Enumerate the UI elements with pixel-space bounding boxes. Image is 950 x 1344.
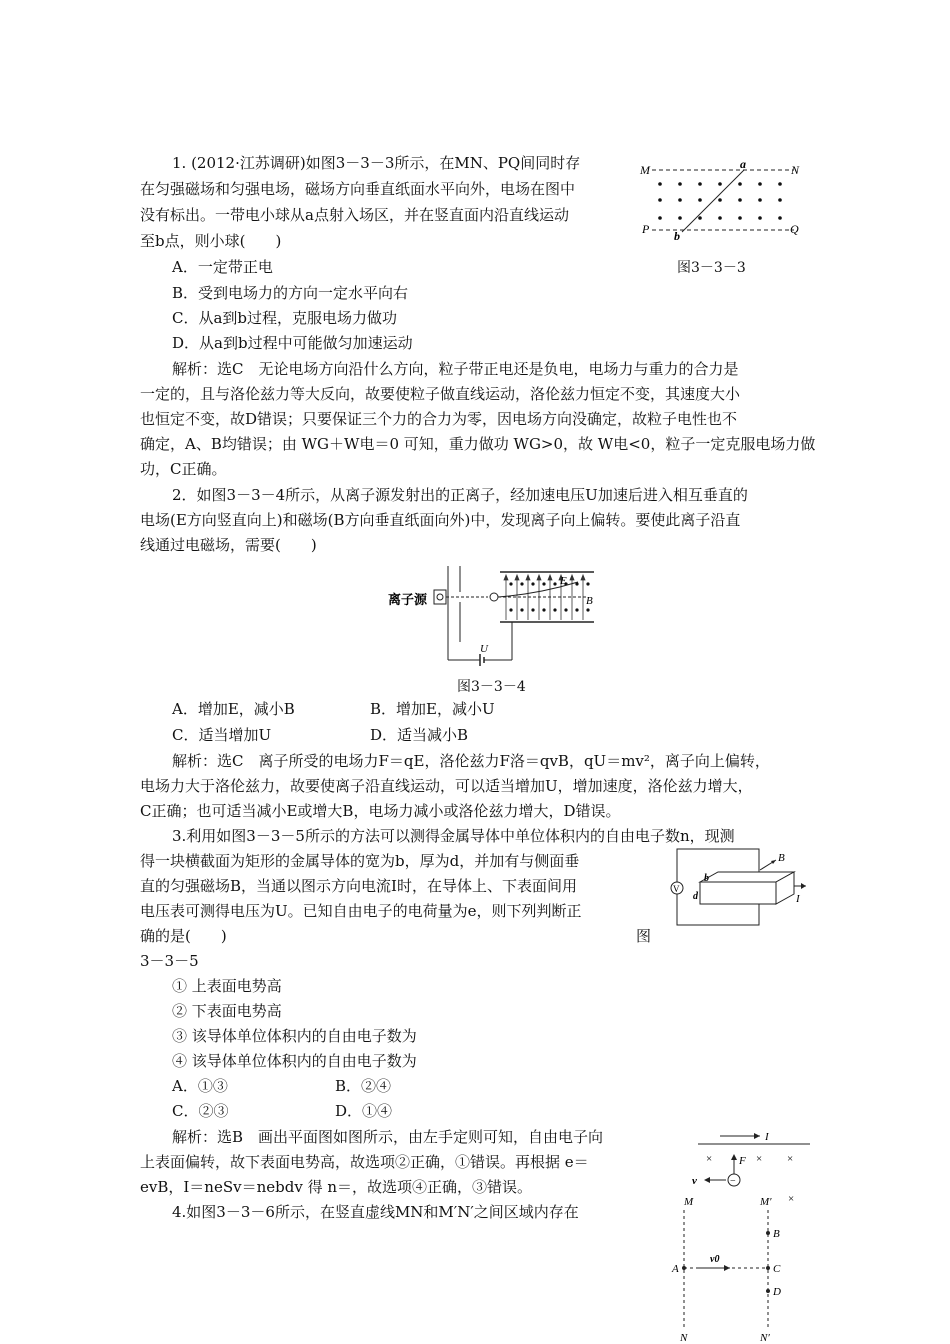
figure-plan-view bbox=[692, 1130, 817, 1190]
q1-analysis-4: 确定，A、B均错误；由 WG＋W电＝0 可知，重力做功 WG>0，故 W电<0，粒子一定克服电场力做 bbox=[140, 435, 816, 453]
q3-line-1: 3.利用如图3－3－5所示的方法可以测得金属导体中单位体积内的自由电子数n，现测 bbox=[172, 827, 735, 845]
plan-cross-1: × bbox=[706, 1153, 713, 1165]
fig336-label-a: A bbox=[672, 1263, 679, 1275]
fig334-label-b: B bbox=[586, 595, 593, 607]
q1-option-a: A．一定带正电 bbox=[172, 258, 273, 276]
b-field-dot bbox=[542, 582, 545, 585]
figure-3-3-4 bbox=[388, 562, 608, 667]
fig333-label-m: M bbox=[640, 163, 650, 177]
q2-option-d: D．适当减小B bbox=[370, 726, 469, 744]
q3-option-a: A．①③ bbox=[172, 1077, 228, 1095]
field-dot bbox=[678, 182, 682, 186]
q3-line-4: 电压表可测得电压为U。已知自由电子的电荷量为e，则下列判断正 bbox=[140, 902, 582, 920]
fig335-label-width: b bbox=[704, 873, 709, 884]
q1-analysis-3: 也恒定不变，故D错误；只要保证三个力的合力为零，因电场方向没确定，故粒子电性也不 bbox=[140, 410, 738, 428]
e-field-arrow bbox=[515, 575, 519, 580]
q1-line-4: 至b点，则小球( ) bbox=[140, 232, 282, 250]
field-dot bbox=[678, 198, 682, 202]
q4-line-1: 4.如图3－3－6所示，在竖直虚线MN和M′N′之间区域内存在 bbox=[172, 1203, 579, 1221]
fig333-label-q: Q bbox=[790, 222, 799, 236]
fig335-label-i: I bbox=[796, 893, 800, 905]
fig334-label-source: 离子源 bbox=[388, 592, 428, 607]
q3-analysis-2: 上表面偏转，故下表面电势高，故选项②正确，①错误。再根据 e＝ bbox=[140, 1153, 589, 1171]
q3-option-c: C．②③ bbox=[172, 1102, 229, 1120]
plan-cross-3: × bbox=[787, 1153, 794, 1165]
b-field-dot bbox=[564, 608, 567, 611]
b-field-dot bbox=[520, 582, 523, 585]
fig336-label-v0: v0 bbox=[710, 1254, 720, 1265]
q2-line-3: 线通过电磁场，需要( ) bbox=[140, 536, 317, 554]
plan-label-v: v bbox=[692, 1175, 697, 1187]
q3-analysis-1: 解析：选B 画出平面图如图所示，由左手定则可知，自由电子向 bbox=[172, 1128, 604, 1146]
b-field-dot bbox=[531, 608, 534, 611]
q1-line-2: 在匀强磁场和匀强电场，磁场方向垂直纸面水平向外，电场在图中 bbox=[140, 180, 576, 198]
fig334-label-u: U bbox=[480, 643, 488, 655]
e-field-arrow bbox=[570, 575, 574, 580]
field-dot bbox=[758, 198, 762, 202]
b-field-dot bbox=[553, 608, 556, 611]
q1-analysis-1: 解析：选C 无论电场方向沿什么方向，粒子带正电还是负电，电场力与重力的合力是 bbox=[172, 360, 739, 378]
fig-3-3-5-caption-a: 图 bbox=[636, 927, 652, 945]
e-field-arrow bbox=[581, 575, 585, 580]
b-field-dot bbox=[520, 608, 523, 611]
q3-option-d: D．①④ bbox=[335, 1102, 393, 1120]
q3-statement-4: ④ 该导体单位体积内的自由电子数为 bbox=[172, 1052, 417, 1070]
field-dot bbox=[758, 182, 762, 186]
q3-statement-1: ① 上表面电势高 bbox=[172, 977, 282, 995]
field-dot bbox=[718, 198, 722, 202]
fig336-label-m: M bbox=[684, 1196, 694, 1208]
q1-line-1: 1. (2012·江苏调研)如图3－3－3所示，在MN、PQ间同时存 bbox=[172, 154, 581, 172]
q2-option-a: A．增加E，减小B bbox=[172, 700, 295, 718]
q3-line-3: 直的匀强磁场B，当通以图示方向电流I时，在导体上、下表面间用 bbox=[140, 877, 577, 895]
b-field-dot bbox=[509, 582, 512, 585]
b-field-dot bbox=[531, 582, 534, 585]
q2-analysis-1: 解析：选C 离子所受的电场力F＝qE，洛伦兹力F洛＝qvB，qU＝mv²，离子向上偏转， bbox=[172, 752, 770, 770]
fig336-cross: × bbox=[788, 1193, 795, 1205]
fig336-label-n-prime: N′ bbox=[760, 1332, 770, 1344]
q1-analysis-2: 一定的，且与洛伦兹力等大反向，故要使粒子做直线运动，洛伦兹力恒定不变，其速度大小 bbox=[140, 385, 741, 403]
plan-electron-sign: − bbox=[730, 1176, 736, 1187]
field-dot bbox=[658, 216, 662, 220]
fig333-label-b: b bbox=[674, 229, 680, 243]
fig336-label-m-prime: M′ bbox=[760, 1196, 772, 1208]
plan-cross-2: × bbox=[756, 1153, 763, 1165]
q1-analysis-5: 功，C正确。 bbox=[140, 460, 227, 478]
q2-analysis-2: 电场力大于洛伦兹力，故要使离子沿直线运动，可以适当增加U，增加速度，洛伦兹力增大， bbox=[140, 777, 753, 795]
q3-option-b: B．②④ bbox=[335, 1077, 392, 1095]
field-dot bbox=[698, 198, 702, 202]
field-dot bbox=[718, 216, 722, 220]
fig-3-3-4-caption: 图3－3－4 bbox=[457, 679, 526, 695]
b-field-dot bbox=[509, 608, 512, 611]
fig334-label-e: E bbox=[560, 575, 567, 587]
q3-line-2: 得一块横截面为矩形的金属导体的宽为b，厚为d，并加有与侧面垂 bbox=[140, 852, 580, 870]
q2-line-2: 电场(E方向竖直向上)和磁场(B方向垂直纸面向外)中，发现离子向上偏转。要使此离子沿直 bbox=[140, 511, 741, 529]
field-dot bbox=[778, 216, 782, 220]
figure-3-3-5 bbox=[660, 846, 810, 928]
field-dot bbox=[698, 216, 702, 220]
q2-option-c: C．适当增加U bbox=[172, 726, 272, 744]
q2-line-1: 2．如图3－3－4所示，从离子源发射出的正离子，经加速电压U加速后进入相互垂直的 bbox=[172, 486, 748, 504]
q2-option-b: B．增加E，减小U bbox=[370, 700, 495, 718]
fig333-label-n: N bbox=[791, 163, 800, 177]
figure-3-3-6 bbox=[670, 1190, 815, 1344]
q3-statement-3: ③ 该导体单位体积内的自由电子数为 bbox=[172, 1027, 417, 1045]
field-dot bbox=[738, 182, 742, 186]
figure-3-3-3 bbox=[636, 157, 811, 243]
fig336-label-c: C bbox=[773, 1263, 781, 1275]
q3-analysis-3: evB，I＝neSv＝nebdv 得 n＝，故选项④正确，③错误。 bbox=[140, 1178, 533, 1196]
plan-label-i: I bbox=[765, 1131, 769, 1143]
q1-line-3: 没有标出。一带电小球从a点射入场区，并在竖直面内沿直线运动 bbox=[140, 206, 569, 224]
field-dot bbox=[778, 182, 782, 186]
fig336-label-n: N bbox=[680, 1332, 688, 1344]
e-field-arrow bbox=[537, 575, 541, 580]
fig-3-3-3-caption: 图3－3－3 bbox=[677, 260, 746, 276]
b-field-dot bbox=[542, 608, 545, 611]
fig335-label-b-field: B bbox=[778, 852, 785, 864]
q1-option-c: C．从a到b过程，克服电场力做功 bbox=[172, 309, 398, 327]
q1-option-d: D．从a到b过程中可能做匀加速运动 bbox=[172, 334, 413, 352]
field-dot bbox=[698, 182, 702, 186]
e-field-arrow bbox=[548, 575, 552, 580]
fig-3-3-5-caption-b: 3－3－5 bbox=[140, 952, 199, 970]
b-field-dot bbox=[575, 608, 578, 611]
e-field-arrow bbox=[504, 575, 508, 580]
fig335-label-thickness: d bbox=[693, 891, 698, 902]
field-dot bbox=[658, 182, 662, 186]
e-field-arrow bbox=[526, 575, 530, 580]
q3-line-5: 确的是( ) bbox=[140, 927, 227, 945]
plan-label-f: F bbox=[739, 1155, 746, 1167]
b-field-dot bbox=[553, 582, 556, 585]
field-dot bbox=[658, 198, 662, 202]
field-dot bbox=[758, 216, 762, 220]
fig333-label-a: a bbox=[740, 157, 746, 171]
q1-option-b: B．受到电场力的方向一定水平向右 bbox=[172, 284, 409, 302]
fig336-label-d: D bbox=[773, 1286, 781, 1298]
field-dot bbox=[738, 198, 742, 202]
b-field-dot bbox=[586, 582, 589, 585]
field-dot bbox=[738, 216, 742, 220]
fig333-label-p: P bbox=[642, 222, 650, 236]
field-dot bbox=[678, 216, 682, 220]
field-dot bbox=[778, 198, 782, 202]
fig335-voltmeter-label: V bbox=[673, 884, 680, 894]
q2-analysis-3: C正确；也可适当减小E或增大B，电场力减小或洛伦兹力增大，D错误。 bbox=[140, 802, 621, 820]
q3-statement-2: ② 下表面电势高 bbox=[172, 1002, 282, 1020]
b-field-dot bbox=[586, 608, 589, 611]
fig336-label-b: B bbox=[773, 1228, 780, 1240]
field-dot bbox=[718, 182, 722, 186]
